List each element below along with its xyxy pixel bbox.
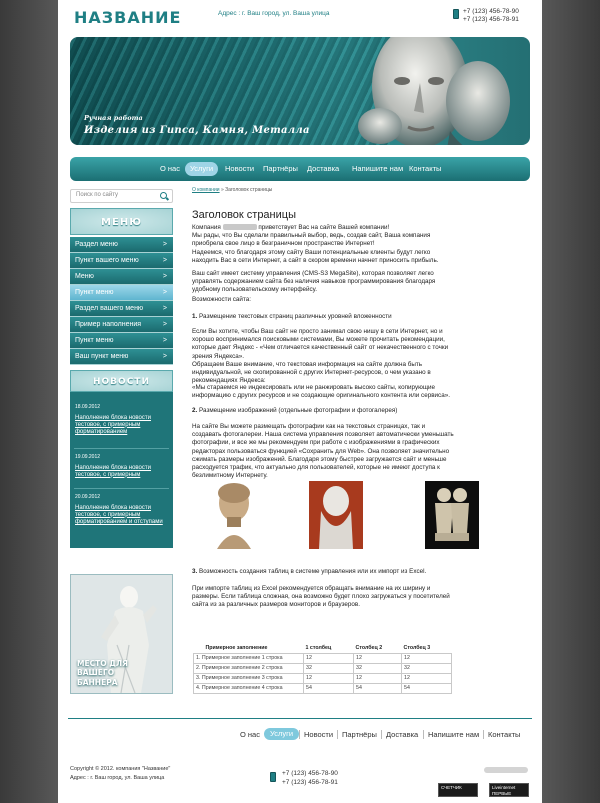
intro-text: приветствует Вас на сайте Вашей компании!	[258, 224, 390, 231]
table-header-cell: Столбец 3	[403, 645, 431, 651]
sidebar-menu-item[interactable]	[70, 317, 173, 333]
sidebar-menu-item[interactable]	[70, 349, 173, 365]
sidebar-menu-item[interactable]	[70, 253, 173, 269]
sidebar-menu-item-label: Меню	[75, 273, 94, 280]
footer-phone-1: +7 (123) 456-78-90	[282, 770, 338, 777]
liveinternet-label: Liveinternet	[492, 785, 516, 790]
counter-badge[interactable]	[438, 783, 478, 797]
table-row	[194, 673, 452, 683]
banner-title: Изделия из Гипса, Камня, Металла	[84, 125, 310, 136]
table-cell: 12	[304, 673, 354, 683]
feature-text: Возможность создания таблиц в системе управления или их импорт из Excel.	[199, 568, 427, 575]
table-header-cell: Столбец 2	[355, 645, 383, 651]
table-row	[194, 683, 452, 693]
feature-1	[192, 313, 454, 321]
feature-number: 1.	[192, 313, 198, 320]
chevron-right-icon: >	[162, 257, 167, 264]
news-link[interactable]: Наполнение блока новости тестовое, с примерным	[75, 464, 151, 478]
table-cell: 2. Примерное заполнение 2 строка	[194, 663, 304, 673]
feature-text: Размещение текстовых страниц различных уровней вложенности	[199, 313, 392, 320]
gallery-photo[interactable]	[309, 481, 363, 549]
table-cell: 12	[304, 653, 354, 663]
news-date: 18.09.2012	[75, 404, 101, 410]
table-cell: 12	[402, 653, 452, 663]
footer-nav-separator	[381, 730, 382, 739]
sidebar-menu-item[interactable]	[70, 301, 173, 317]
nav-item-about[interactable]: О нас	[160, 164, 180, 173]
site-logo[interactable]: НАЗВАНИЕ	[74, 8, 182, 27]
chevron-right-icon: >	[162, 305, 167, 312]
feature-3	[192, 568, 454, 576]
footer-nav-partners[interactable]: Партнёры	[342, 730, 377, 739]
nav-item-services[interactable]: Услуги	[185, 162, 218, 176]
footer-nav-delivery[interactable]: Доставка	[386, 730, 419, 739]
footer-address: Адрес : г. Ваш город, ул. Ваша улица	[70, 775, 165, 782]
header-address: Адрес : г. Ваш город, ул. Ваша улица	[218, 10, 330, 17]
counter-label: СЧЕТЧИК	[441, 785, 462, 790]
phone-icon	[270, 772, 276, 782]
page-title: Заголовок страницы	[192, 209, 296, 221]
phone-icon	[453, 9, 459, 19]
feature-number: 2.	[192, 407, 198, 414]
news-item	[75, 494, 170, 526]
top-navigation	[70, 157, 530, 181]
breadcrumb-link[interactable]: О компании	[192, 187, 220, 193]
copyright-text: Copyright © 2012. компания "Название"	[70, 766, 171, 772]
table-row	[194, 663, 452, 673]
table-cell: 32	[402, 663, 452, 673]
table-cell: 4. Примерное заполнение 4 строка	[194, 683, 304, 693]
banner-subtitle: Ручная работа	[84, 114, 143, 122]
header-phone-1: +7 (123) 456-78-90	[463, 8, 519, 15]
menu-heading: МЕНЮ	[70, 208, 173, 235]
news-item	[75, 454, 170, 479]
figurine-image	[425, 481, 479, 549]
table-cell: 32	[354, 663, 402, 673]
table-cell: 54	[402, 683, 452, 693]
news-date: 19.09.2012	[75, 454, 101, 460]
search-box[interactable]	[70, 189, 173, 203]
chevron-right-icon: >	[162, 289, 167, 296]
features-intro: Возможности сайта:	[192, 296, 252, 303]
nav-item-contact-us[interactable]: Напишите нам	[352, 164, 404, 173]
table-row	[194, 653, 452, 663]
footer-nav-services[interactable]: Услуги	[264, 728, 299, 740]
footer-nav-contact-us[interactable]: Напишите нам	[428, 730, 480, 739]
unique-text-paragraph: Обращаем Ваше внимание, что текстовая информация на сайте должна быть индивидуальной, не скопированной с других Интернет-ресурсов, о чем указано в рекомендациях Яндекса:	[192, 361, 431, 385]
search-icon[interactable]	[160, 192, 167, 199]
table-cell: 12	[354, 673, 402, 683]
footer-nav-separator	[423, 730, 424, 739]
news-heading: НОВОСТИ	[70, 370, 173, 392]
sidebar-menu-item-active[interactable]	[70, 285, 173, 301]
chevron-right-icon: >	[162, 273, 167, 280]
footer-phones	[282, 770, 338, 788]
table-cell: 12	[402, 673, 452, 683]
footer-nav-news[interactable]: Новости	[304, 730, 334, 739]
redacted-name	[223, 224, 257, 230]
breadcrumb-current: Заголовок страницы	[225, 187, 273, 193]
table-header-cell: Примерное заполнение	[205, 645, 268, 651]
nav-item-contacts[interactable]: Контакты	[409, 164, 442, 173]
liveinternet-badge[interactable]	[489, 783, 529, 802]
chevron-right-icon: >	[162, 241, 167, 248]
left-background	[0, 0, 58, 803]
gallery-photo[interactable]	[425, 481, 479, 549]
header-phones	[463, 8, 519, 25]
breadcrumb	[192, 187, 272, 194]
sidebar-menu-item-label: Пункт меню	[75, 289, 114, 296]
chevron-right-icon: >	[162, 337, 167, 344]
table-cell: 3. Примерное заполнение 3 строка	[194, 673, 304, 683]
nav-item-partners[interactable]: Партнёры	[263, 164, 298, 173]
footer-nav-separator	[337, 730, 338, 739]
news-list	[70, 392, 173, 548]
news-link[interactable]: Наполнение блока новости тестовое, с примерным форматированием	[75, 414, 151, 435]
table-cell: 54	[354, 683, 402, 693]
nav-item-delivery[interactable]: Доставка	[307, 164, 340, 173]
sidebar-menu-item-label: Раздел вашего меню	[75, 305, 144, 312]
footer-nav-about[interactable]: О нас	[240, 730, 260, 739]
news-date: 20.09.2012	[75, 494, 101, 500]
redacted-text	[484, 767, 528, 773]
header-phone-2: +7 (123) 456-78-91	[463, 16, 519, 24]
nav-item-news[interactable]: Новости	[225, 164, 255, 173]
example-table	[193, 644, 452, 694]
intro-text: Надеемся, что благодаря этому сайту Ваши потенциальные клиенты будут легко находить Вас в сети Интернет, а сайт в скором времени начнет приносить прибыль.	[192, 248, 439, 264]
liveinternet-sublabel: ПЕРВЫЕ ПОСЕТИТЕЛИ	[492, 791, 523, 802]
sidebar-menu-item[interactable]	[70, 333, 173, 349]
yandex-quote: «Мы стараемся не индексировать или не ранжировать высоко сайты, копирующие информацию с других ресурсов и не создающие оригинального контента или сервиса».	[192, 384, 450, 400]
feature-text: Размещение изображений (отдельные фотографии и фотогалерея)	[199, 407, 398, 414]
breadcrumb-separator: »	[220, 187, 224, 193]
sidebar-menu-item[interactable]	[70, 269, 173, 285]
intro-text: Компания	[192, 224, 221, 231]
chevron-right-icon: >	[162, 321, 167, 328]
excel-paragraph: При импорте таблиц из Excel рекомендуется обращать внимание на их ширину и размеры. Если таблица сложная, она возможно будет плохо загружаться у посетителей сайта из за различных размеров мониторов и браузеров.	[192, 585, 450, 609]
sidebar-menu-item[interactable]	[70, 237, 173, 253]
chevron-right-icon: >	[162, 353, 167, 360]
ad-banner-text: МЕСТО ДЛЯ ВАШЕГО БАННЕРА	[77, 658, 128, 687]
sidebar-menu-item-label: Пункт вашего меню	[75, 257, 139, 264]
table-cell: 32	[304, 663, 354, 673]
intro-paragraph	[192, 224, 454, 265]
seo-paragraph: Если Вы хотите, чтобы Ваш сайт не просто занимал свою нишу в сети Интернет, но и хорошо воспринимался поисковыми системами, Вы можете прочитать рекомендации, которые дает Яндекс - «Чем отличается качественный сайт от некачественного с точки зрения Яндекса».	[192, 328, 449, 360]
sidebar-menu-item-label: Пункт меню	[75, 337, 114, 344]
intro-text: Мы рады, что Вы сделали правильный выбор, ведь, создав сайт, Ваша компания приобрела свое лицо в безграничном пространстве Интернет!	[192, 232, 431, 248]
news-link[interactable]: Наполнение блока новости тестовое, с примерным форматированием и отступами	[75, 504, 163, 525]
news-divider	[74, 448, 169, 449]
ad-banner[interactable]	[70, 574, 173, 694]
news-divider	[74, 488, 169, 489]
sidebar-menu-item-label: Раздел меню	[75, 241, 118, 248]
footer-copyright	[70, 765, 170, 784]
bust-image	[309, 481, 363, 549]
table-cell: 1. Примерное заполнение 1 строка	[194, 653, 304, 663]
footer-phone-2: +7 (123) 456-78-91	[282, 778, 338, 786]
footer-divider	[68, 718, 532, 719]
right-background	[542, 0, 600, 803]
news-item	[75, 404, 170, 436]
sculpture-face-image	[350, 37, 510, 145]
sidebar-menu-item-label: Пример наполнения	[75, 321, 142, 328]
gallery-photo[interactable]	[207, 481, 261, 549]
bust-image	[207, 481, 261, 549]
photos-paragraph: На сайте Вы можете размещать фотографии как на текстовых страницах, так и создавать фотогалереи. Наша система управления позволяет автоматически уменьшать фотографии, и все же мы рекомендуем при работе с изображениями в графических редакторах пользоваться функцией «Сохранить для Web». Она позволяет значительно сжимать размеры изображений. Благодаря этому быстрее загружается сайт и меньше расходуется трафик, что актуально для пользователей, которые не имеют доступа к безлимитному Интернету.	[192, 423, 454, 480]
table-header-cell: 1 столбец	[305, 645, 332, 651]
table-header-row	[194, 644, 452, 653]
feature-2	[192, 407, 454, 415]
sidebar-menu-item-label: Ваш пункт меню	[75, 353, 129, 360]
footer-nav-contacts[interactable]: Контакты	[488, 730, 521, 739]
table-cell: 54	[304, 683, 354, 693]
feature-number: 3.	[192, 568, 198, 575]
cms-paragraph: Ваш сайт имеет систему управления (CMS-S3 MegaSite), которая позволяет легко управлять содержанием сайта без наличия навыков программирования благодаря удобному пользовательскому интерфейсу.	[192, 270, 436, 294]
footer-nav-separator	[299, 730, 300, 739]
footer-nav-separator	[483, 730, 484, 739]
search-input[interactable]: Поиск по сайту	[76, 192, 119, 198]
table-cell: 12	[354, 653, 402, 663]
